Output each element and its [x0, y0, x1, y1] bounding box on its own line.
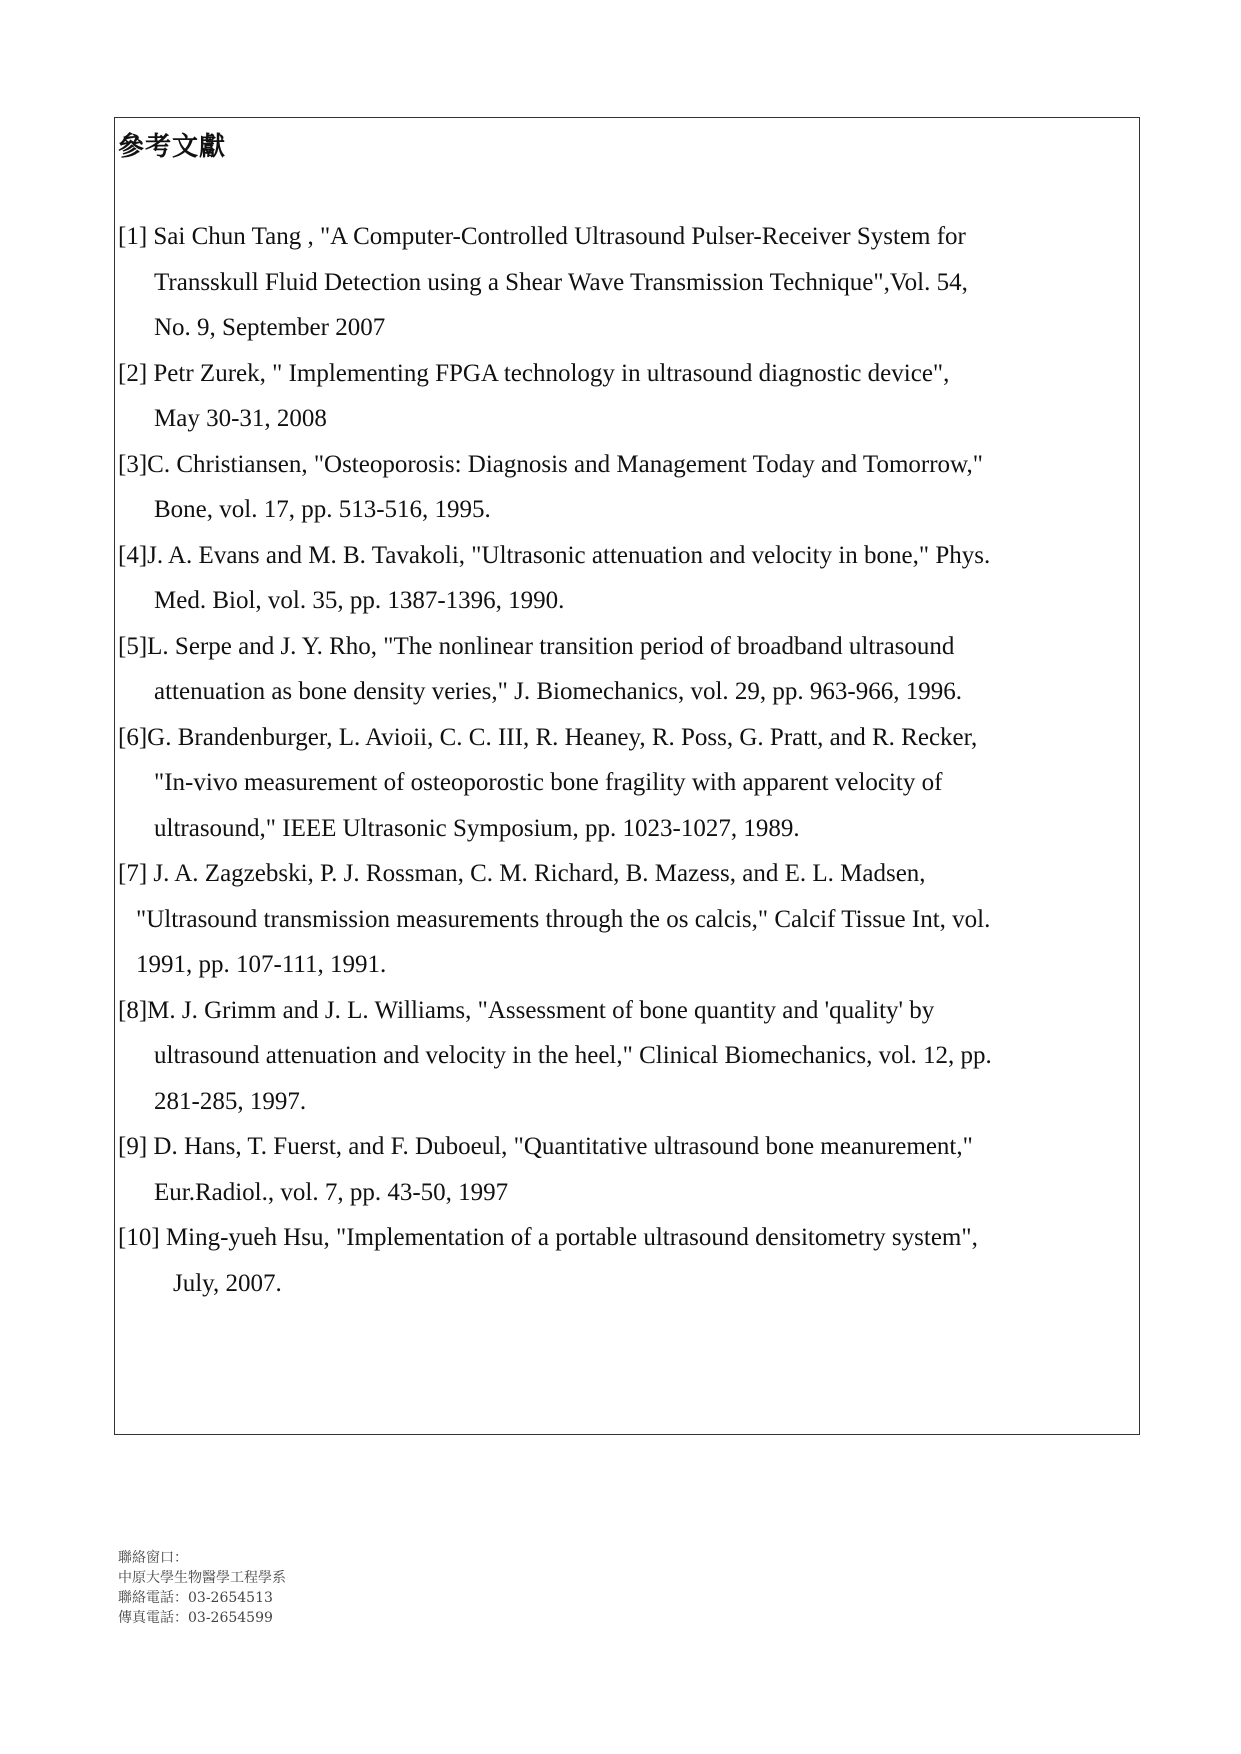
reference-3-line-2: Bone, vol. 17, pp. 513-516, 1995. — [154, 496, 491, 523]
reference-item-7 — [118, 851, 1134, 988]
reference-item-5 — [118, 624, 1134, 715]
contact-title: 聯絡窗口： — [118, 1550, 188, 1566]
contact-department: 中原大學生物醫學工程學系 — [118, 1570, 286, 1586]
reference-7-line-1: [7] J. A. Zagzebski, P. J. Rossman, C. M. Richard, B. Mazess, and E. L. Madsen, — [118, 860, 926, 887]
reference-2-line-2: May 30-31, 2008 — [154, 405, 327, 432]
reference-list — [118, 214, 1134, 1306]
reference-1-line-3: No. 9, September 2007 — [154, 314, 386, 341]
contact-phone: 聯絡電話：03-2654513 — [118, 1590, 273, 1606]
reference-8-line-1: [8]M. J. Grimm and J. L. Williams, "Assessment of bone quantity and 'quality' by — [118, 996, 935, 1024]
reference-5-line-1: [5]L. Serpe and J. Y. Rho, "The nonlinear transition period of broadband ultrasound — [118, 632, 955, 660]
reference-1-line-1: [1] Sai Chun Tang , "A Computer-Controlled Ultrasound Pulser-Receiver System for — [118, 223, 966, 250]
reference-4-line-2: Med. Biol, vol. 35, pp. 1387-1396, 1990. — [154, 587, 565, 614]
reference-1-line-2: Transskull Fluid Detection using a Shear Wave Transmission Technique",Vol. 54, — [154, 268, 968, 296]
reference-item-4 — [118, 533, 1134, 624]
reference-7-line-2: "Ultrasound transmission measurements through the os calcis," Calcif Tissue Int, vol. — [136, 905, 991, 933]
reference-8-line-2: ultrasound attenuation and velocity in the heel," Clinical Biomechanics, vol. 12, pp. — [154, 1042, 992, 1069]
reference-6-line-1: [6]G. Brandenburger, L. Avioii, C. C. III, R. Heaney, R. Poss, G. Pratt, and R. Recker, — [118, 723, 978, 751]
reference-item-2 — [118, 351, 1134, 442]
reference-item-9 — [118, 1124, 1134, 1215]
reference-3-line-1: [3]C. Christiansen, "Osteoporosis: Diagnosis and Management Today and Tomorrow," — [118, 450, 983, 478]
reference-10-line-1: [10] Ming-yueh Hsu, "Implementation of a portable ultrasound densitometry system", — [118, 1224, 978, 1251]
reference-item-10 — [118, 1215, 1134, 1306]
reference-7-line-3: 1991, pp. 107-111, 1991. — [136, 951, 387, 978]
reference-8-line-3: 281-285, 1997. — [154, 1087, 307, 1115]
reference-5-line-2: attenuation as bone density veries," J. Biomechanics, vol. 29, pp. 963-966, 1996. — [154, 678, 962, 705]
reference-9-line-1: [9] D. Hans, T. Fuerst, and F. Duboeul, "Quantitative ultrasound bone meanurement," — [118, 1133, 973, 1160]
reference-4-line-1: [4]J. A. Evans and M. B. Tavakoli, "Ultrasonic attenuation and velocity in bone," Phys. — [118, 541, 991, 569]
contact-footer — [118, 1548, 286, 1628]
contact-fax: 傳真電話：03-2654599 — [118, 1610, 273, 1626]
reference-item-1 — [118, 214, 1134, 351]
reference-6-line-2: "In-vivo measurement of osteoporostic bone fragility with apparent velocity of — [154, 769, 943, 796]
reference-10-line-2: July, 2007. — [173, 1269, 282, 1297]
reference-item-8 — [118, 988, 1134, 1125]
reference-9-line-2: Eur.Radiol., vol. 7, pp. 43-50, 1997 — [154, 1178, 509, 1206]
reference-2-line-1: [2] Petr Zurek, " Implementing FPGA technology in ultrasound diagnostic device", — [118, 359, 950, 387]
reference-item-6 — [118, 715, 1134, 852]
reference-item-3 — [118, 442, 1134, 533]
reference-6-line-3: ultrasound," IEEE Ultrasonic Symposium, pp. 1023-1027, 1989. — [154, 814, 800, 842]
references-heading: 參考文獻 — [118, 132, 227, 162]
